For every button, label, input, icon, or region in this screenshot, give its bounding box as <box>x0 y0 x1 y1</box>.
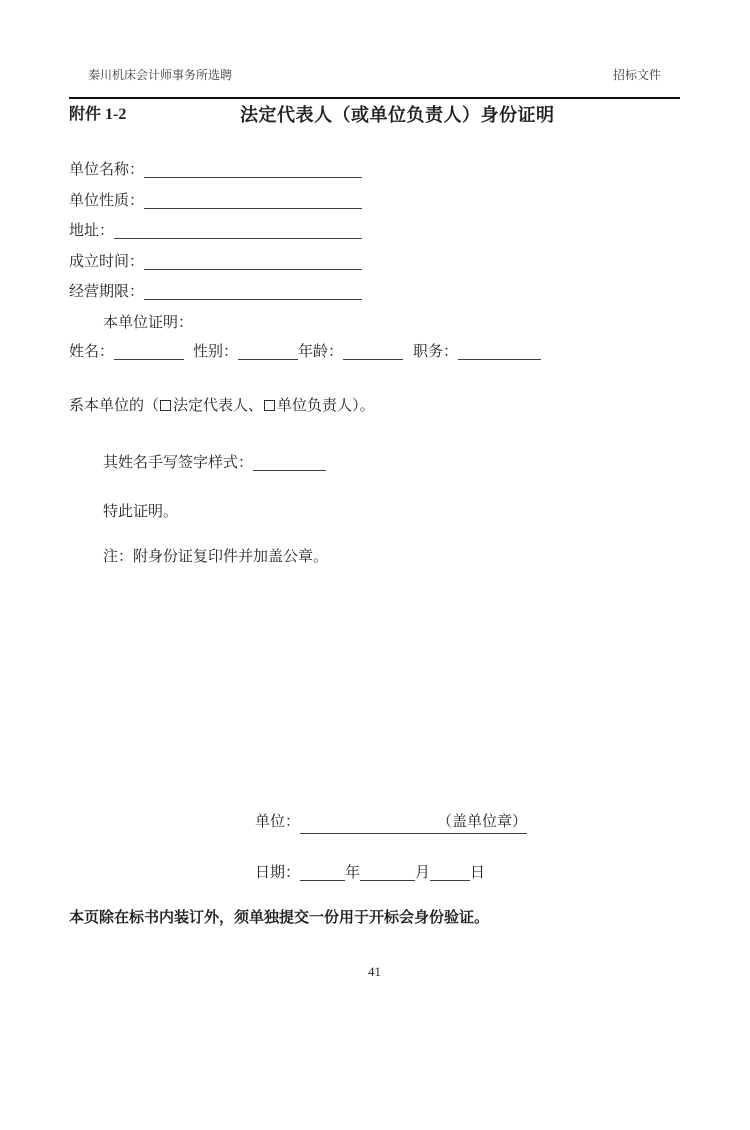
date-signoff-row <box>69 864 680 882</box>
blank-line <box>114 350 184 360</box>
unit-fields-block <box>69 161 680 301</box>
signature-sample-label: 其姓名手写签字样式： <box>103 454 254 471</box>
field-founding-date <box>69 253 680 271</box>
bottom-bold-note <box>69 909 680 927</box>
page-title: 法定代表人（或单位负责人）身份证明 <box>240 105 555 125</box>
blank-line <box>144 199 362 209</box>
field-label: 成立时间： <box>69 253 145 270</box>
blank-line <box>144 260 362 270</box>
month-label: 月 <box>415 864 431 881</box>
unit-signoff-row <box>69 813 680 831</box>
attachment-label: 附件 1-2 <box>69 106 127 123</box>
note-row <box>69 548 680 566</box>
blank-line <box>114 229 362 239</box>
field-unit-type <box>69 192 680 210</box>
title-row <box>69 102 680 128</box>
role-suffix: ）。 <box>352 397 375 414</box>
field-label: 地址： <box>69 223 115 239</box>
role-prefix: 系本单位的（ <box>69 397 160 414</box>
note-text: 注：附身份证复印件并加盖公章。 <box>103 548 329 565</box>
unit-label: 单位： <box>255 813 301 830</box>
header-right-text: 招标文件 <box>612 68 661 82</box>
certify-lead-text: 本单位证明： <box>103 314 194 331</box>
role-option-legal-representative: 法定代表人 <box>173 397 249 414</box>
person-info-row <box>69 343 680 361</box>
blank-line <box>430 871 470 881</box>
blank-line <box>300 871 345 881</box>
field-label: 单位性质： <box>69 192 145 209</box>
role-option-unit-head: 单位负责人 <box>277 397 353 414</box>
seal-hint-on-line <box>300 813 527 834</box>
page-number-text: 41 <box>368 963 381 979</box>
blank-line <box>458 350 541 360</box>
signature-sample-row <box>69 454 680 472</box>
field-label: 经营期限： <box>69 284 145 300</box>
blank-line <box>253 461 326 471</box>
certify-lead <box>69 314 680 332</box>
seal-hint-text: （盖单位章） <box>437 813 528 830</box>
header-left-text: 秦川机床会计师事务所选聘 <box>88 68 233 82</box>
field-business-term <box>69 283 680 301</box>
date-label: 日期： <box>255 864 301 881</box>
blank-line <box>144 290 362 300</box>
closing-text: 特此证明。 <box>103 503 179 520</box>
checkbox-unit-head-icon <box>264 400 275 411</box>
page-number <box>69 964 680 980</box>
day-label: 日 <box>470 864 486 881</box>
field-label: 单位名称： <box>69 162 145 178</box>
field-address <box>69 222 680 240</box>
header-divider <box>69 97 680 99</box>
age-label: 年龄： <box>298 343 344 360</box>
blank-line <box>238 350 298 360</box>
page-header <box>69 68 680 82</box>
checkbox-legal-representative-icon <box>160 400 171 411</box>
field-unit-name <box>69 161 680 179</box>
bottom-note-text: 本页除在标书内装订外，须单独提交一份用于开标会身份验证。 <box>69 909 490 926</box>
year-label: 年 <box>345 864 361 881</box>
closing-statement <box>69 503 680 521</box>
document-page <box>0 68 750 1130</box>
role-statement <box>69 397 680 415</box>
role-separator: 、 <box>248 397 264 414</box>
name-label: 姓名： <box>69 343 115 360</box>
blank-line <box>343 350 403 360</box>
blank-line <box>144 168 362 178</box>
gender-label: 性别： <box>193 343 239 360</box>
position-label: 职务： <box>413 343 459 360</box>
blank-line <box>360 871 415 881</box>
